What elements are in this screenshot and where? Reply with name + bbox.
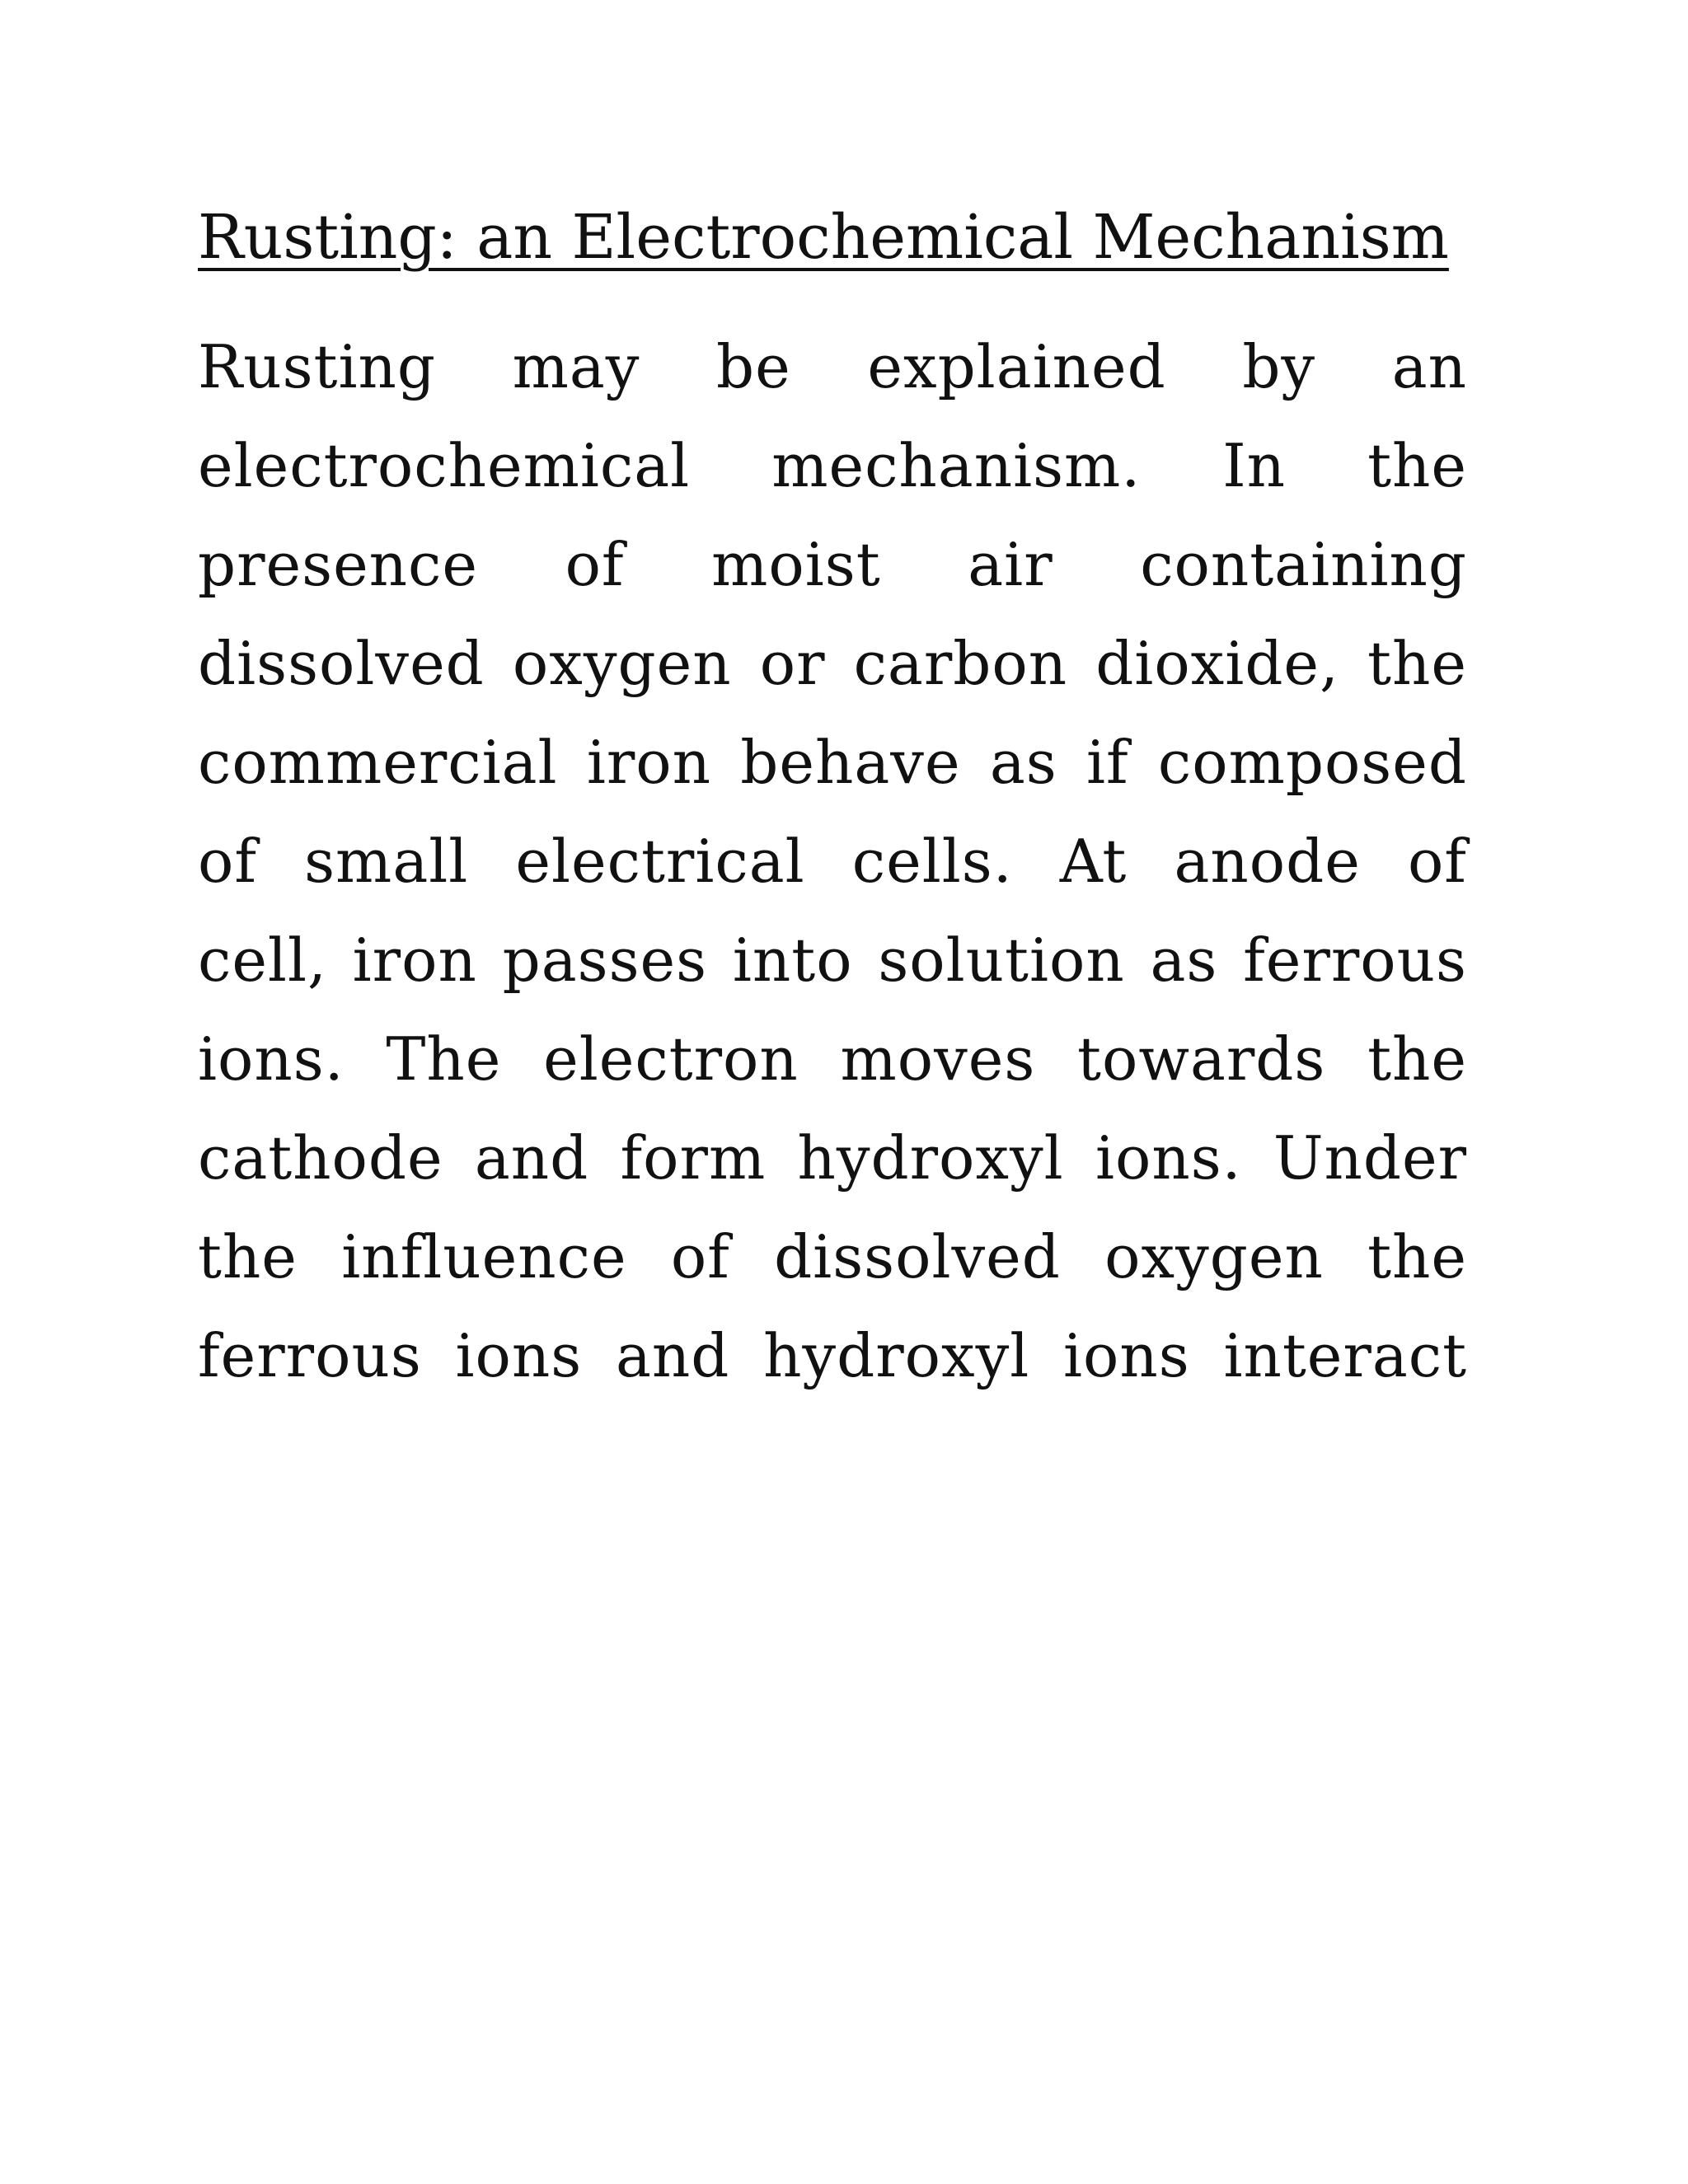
word: iron xyxy=(586,728,711,797)
word: dioxide, xyxy=(1095,629,1339,698)
paragraph-line xyxy=(198,416,1467,515)
document-title: Rusting: an Electrochemical Mechanism xyxy=(198,202,1449,273)
paragraph-line xyxy=(198,317,1467,416)
word: cell, xyxy=(198,926,327,995)
word: ions xyxy=(455,1321,583,1390)
word: air xyxy=(968,530,1053,599)
word: be xyxy=(716,332,791,401)
word: the xyxy=(1367,629,1467,698)
word: hydroxyl xyxy=(763,1321,1030,1390)
word: electrical xyxy=(515,827,805,896)
word: carbon xyxy=(853,629,1068,698)
word: ions. xyxy=(198,1024,345,1094)
word: iron xyxy=(352,926,477,995)
word: of xyxy=(670,1222,730,1291)
word: moves xyxy=(840,1024,1036,1094)
word: interact xyxy=(1223,1321,1467,1390)
word: as xyxy=(989,728,1057,797)
word: composed xyxy=(1157,728,1467,797)
word: small xyxy=(304,827,469,896)
word: At xyxy=(1059,827,1128,896)
word: the xyxy=(198,1222,298,1291)
word: and xyxy=(474,1123,589,1193)
word: ions. xyxy=(1095,1123,1242,1193)
word: moist xyxy=(711,530,881,599)
word: form xyxy=(620,1123,767,1193)
word: of xyxy=(1407,827,1467,896)
word: an xyxy=(1391,332,1467,401)
word: oxygen xyxy=(512,629,732,698)
word: dissolved xyxy=(774,1222,1061,1291)
paragraph-line xyxy=(198,614,1467,713)
word: if xyxy=(1085,728,1129,797)
word: ions xyxy=(1063,1321,1190,1390)
paragraph-line xyxy=(198,515,1467,614)
word: ferrous xyxy=(1243,926,1467,995)
word: In xyxy=(1222,431,1287,500)
body-paragraph xyxy=(198,317,1467,1405)
word: presence xyxy=(198,530,478,599)
paragraph-line xyxy=(198,1010,1467,1108)
word: the xyxy=(1367,431,1467,500)
word: commercial xyxy=(198,728,558,797)
word: cells. xyxy=(851,827,1013,896)
word: anode xyxy=(1174,827,1361,896)
word: by xyxy=(1242,332,1316,401)
paragraph-line xyxy=(198,1207,1467,1306)
word: mechanism. xyxy=(771,431,1142,500)
word: cathode xyxy=(198,1123,443,1193)
word: hydroxyl xyxy=(797,1123,1064,1193)
word: electron xyxy=(543,1024,799,1094)
word: dissolved xyxy=(198,629,485,698)
word: or xyxy=(759,629,826,698)
word: influence xyxy=(341,1222,627,1291)
word: Rusting xyxy=(198,332,436,401)
word: the xyxy=(1367,1222,1467,1291)
word: of xyxy=(198,827,257,896)
word: The xyxy=(386,1024,502,1094)
word: of xyxy=(565,530,625,599)
word: passes xyxy=(502,926,708,995)
word: Under xyxy=(1273,1123,1467,1193)
paragraph-line xyxy=(198,812,1467,911)
paragraph-line xyxy=(198,911,1467,1010)
word: ferrous xyxy=(198,1321,422,1390)
word: into xyxy=(732,926,853,995)
paragraph-line xyxy=(198,713,1467,812)
word: electrochemical xyxy=(198,431,691,500)
word: explained xyxy=(867,332,1166,401)
paragraph-line xyxy=(198,1108,1467,1207)
word: containing xyxy=(1140,530,1467,599)
word: towards xyxy=(1077,1024,1326,1094)
word: behave xyxy=(740,728,961,797)
word: oxygen xyxy=(1104,1222,1324,1291)
word: as xyxy=(1150,926,1218,995)
word: may xyxy=(512,332,640,401)
word: and xyxy=(615,1321,730,1390)
paragraph-line xyxy=(198,1306,1467,1405)
word: solution xyxy=(878,926,1125,995)
word: the xyxy=(1367,1024,1467,1094)
